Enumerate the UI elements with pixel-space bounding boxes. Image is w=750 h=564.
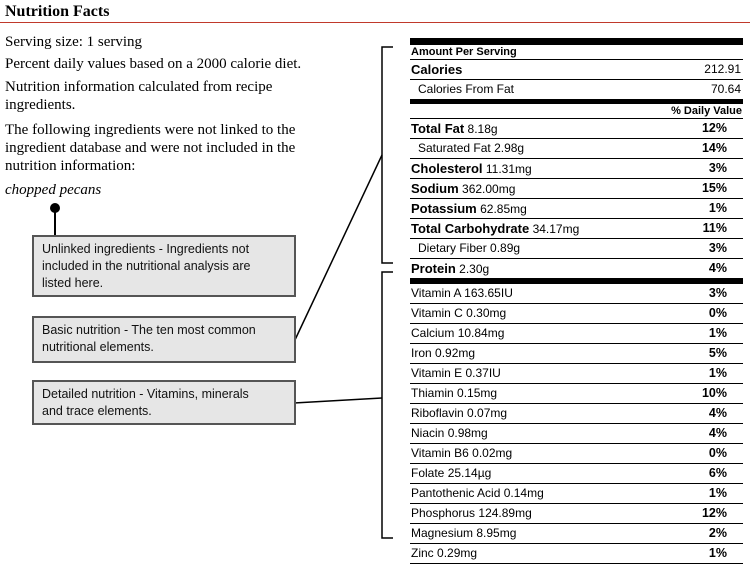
nutrient-label	[411, 199, 527, 219]
callout-basic-line2: nutritional elements.	[42, 340, 154, 354]
nutrient-daily-value: 1%	[708, 326, 727, 340]
nutrient-label	[411, 344, 475, 363]
nutrient-amount: 11.31mg	[485, 162, 532, 176]
nutrient-label	[411, 119, 498, 139]
nutrient-name: Saturated Fat	[418, 141, 491, 155]
nutrient-amount: 0.30mg	[466, 306, 507, 320]
nutrient-label	[411, 524, 516, 543]
callout-detailed-line2: and trace elements.	[42, 404, 152, 418]
nutrient-name: Vitamin B6	[411, 446, 469, 460]
nutrient-name: Cholesterol	[411, 161, 483, 176]
nutrient-label	[411, 404, 507, 423]
nutrient-amount: 0.29mg	[437, 546, 478, 560]
nutrient-amount: 2.98g	[494, 141, 525, 155]
nutrient-name: Niacin	[411, 426, 445, 440]
nutrient-row	[410, 424, 743, 444]
nutrient-amount: 362.00mg	[462, 182, 516, 196]
callout-unlinked	[32, 235, 296, 297]
pointer-line-detailed	[294, 398, 382, 403]
nutrient-name: Protein	[411, 261, 456, 276]
page-title: Nutrition Facts	[5, 3, 110, 20]
nutrient-daily-value: 1%	[708, 201, 727, 215]
nutrient-amount: 0.02mg	[472, 446, 513, 460]
nutrient-row	[410, 384, 743, 404]
nutrient-label	[411, 544, 477, 563]
nutrient-label	[411, 444, 512, 463]
callout-unlinked-line3: listed here.	[42, 276, 104, 290]
nutrient-label	[411, 364, 501, 383]
amount-per-serving: Amount Per Serving	[410, 45, 743, 60]
nutrient-label	[411, 464, 491, 483]
nutrient-row	[410, 444, 743, 464]
nutrient-name: Zinc	[411, 546, 434, 560]
nutrient-daily-value: 15%	[701, 181, 727, 195]
nutrient-amount: 8.95mg	[476, 526, 517, 540]
nutrient-amount: 25.14µg	[447, 466, 492, 480]
bracket-detailed	[382, 272, 393, 538]
nutrient-label	[418, 239, 520, 258]
calories-value: 212.91	[704, 62, 741, 76]
calc-text-line2: ingredients.	[5, 97, 76, 113]
nutrient-amount: 62.85mg	[480, 202, 527, 216]
nutrient-row	[410, 544, 743, 564]
percent-daily-text: Percent daily values based on a 2000 calorie diet.	[5, 56, 302, 72]
nutrient-amount: 0.98mg	[447, 426, 488, 440]
nutrient-daily-value: 6%	[708, 466, 727, 480]
nutrient-row	[410, 139, 743, 159]
nutrient-daily-value: 1%	[708, 366, 727, 380]
nutrient-row	[410, 239, 743, 259]
nutrient-daily-value: 0%	[708, 446, 727, 460]
nutrient-daily-value: 12%	[701, 506, 727, 520]
nutrient-daily-value: 14%	[701, 141, 727, 155]
nutrient-amount: 34.17mg	[532, 222, 580, 236]
nutrient-amount: 10.84mg	[457, 326, 505, 340]
nutrient-label	[411, 324, 504, 343]
nutrient-daily-value: 4%	[708, 406, 727, 420]
callout-detailed	[32, 380, 296, 425]
nutrient-amount: 0.07mg	[467, 406, 508, 420]
nutrient-label	[411, 219, 579, 239]
detailed-nutrition-rows	[410, 284, 743, 564]
nutrient-row	[410, 179, 743, 199]
nutrition-label	[410, 38, 743, 564]
nutrient-row	[410, 484, 743, 504]
nutrient-name: Vitamin C	[411, 306, 463, 320]
nutrient-amount: 0.92mg	[435, 346, 476, 360]
nutrient-name: Vitamin E	[411, 366, 463, 380]
nutrient-row	[410, 119, 743, 139]
nutrient-row	[410, 304, 743, 324]
nutrient-amount: 0.89g	[490, 241, 521, 255]
nutrient-label	[418, 139, 524, 158]
nutrient-name: Sodium	[411, 181, 459, 196]
unlinked-text-line2: ingredient database and were not included in the	[5, 140, 296, 156]
nutrient-daily-value: 10%	[701, 386, 727, 400]
pointer-line-basic	[294, 155, 382, 342]
nutrient-label	[411, 384, 497, 403]
nutrient-amount: 2.30g	[459, 262, 490, 276]
nutrient-amount: 124.89mg	[478, 506, 532, 520]
nutrient-label	[411, 504, 532, 523]
nutrient-amount: 0.15mg	[457, 386, 498, 400]
nutrient-label	[411, 484, 544, 503]
unlinked-text-line1: The following ingredients were not linked to the	[5, 122, 296, 138]
nutrient-row	[410, 504, 743, 524]
nutrient-row	[410, 464, 743, 484]
nutrient-amount: 163.65IU	[464, 286, 513, 300]
nutrient-name: Total Fat	[411, 121, 465, 136]
unlinked-ingredient: chopped pecans	[5, 182, 102, 198]
nutrient-row	[410, 199, 743, 219]
nutrient-daily-value: 4%	[708, 426, 727, 440]
calories-fat-value: 70.64	[710, 82, 741, 96]
calories-label: Calories	[411, 62, 463, 77]
nutrient-daily-value: 0%	[708, 306, 727, 320]
nutrient-label	[411, 304, 506, 323]
nutrient-daily-value: 1%	[708, 486, 727, 500]
nutrient-daily-value: 3%	[708, 286, 727, 300]
nutrient-daily-value: 1%	[708, 546, 727, 560]
calories-row	[410, 60, 743, 80]
nutrient-row	[410, 219, 743, 239]
callout-basic-line1: Basic nutrition - The ten most common	[42, 323, 256, 337]
nutrient-row	[410, 524, 743, 544]
nutrient-daily-value: 4%	[708, 261, 727, 275]
nutrient-label	[411, 159, 532, 179]
callout-unlinked-line2: included in the nutritional analysis are	[42, 259, 251, 273]
nutrient-daily-value: 11%	[702, 221, 727, 235]
nutrient-row	[410, 404, 743, 424]
nutrient-row	[410, 159, 743, 179]
nutrient-daily-value: 3%	[708, 241, 727, 255]
nutrient-row	[410, 259, 743, 278]
serving-size-text: Serving size: 1 serving	[5, 34, 143, 50]
nutrient-row	[410, 344, 743, 364]
callout-detailed-line1: Detailed nutrition - Vitamins, minerals	[42, 387, 249, 401]
nutrient-name: Vitamin A	[411, 286, 461, 300]
callout-unlinked-line1: Unlinked ingredients - Ingredients not	[42, 242, 250, 256]
nutrient-label	[411, 284, 513, 303]
daily-value-header: % Daily Value	[410, 104, 743, 119]
callout-basic	[32, 316, 296, 363]
nutrient-label	[411, 179, 515, 199]
nutrient-name: Calcium	[411, 326, 455, 340]
nutrient-amount: 0.37IU	[465, 366, 501, 380]
nutrient-row	[410, 364, 743, 384]
nutrient-amount: 8.18g	[467, 122, 498, 136]
unlinked-text-line3: nutrition information:	[5, 158, 136, 174]
nutrient-daily-value: 5%	[708, 346, 727, 360]
nutrient-row	[410, 284, 743, 304]
nutrient-row	[410, 324, 743, 344]
nutrient-name: Iron	[411, 346, 432, 360]
label-top-bar	[410, 38, 743, 45]
nutrient-name: Thiamin	[411, 386, 454, 400]
nutrient-name: Dietary Fiber	[418, 241, 487, 255]
nutrient-amount: 0.14mg	[503, 486, 544, 500]
nutrient-name: Total Carbohydrate	[411, 221, 530, 236]
nutrient-label	[411, 424, 488, 443]
bracket-basic	[382, 47, 393, 263]
nutrient-daily-value: 2%	[708, 526, 727, 540]
nutrient-name: Phosphorus	[411, 506, 476, 520]
basic-nutrition-rows	[410, 119, 743, 278]
nutrient-name: Folate	[411, 466, 445, 480]
nutrient-daily-value: 12%	[701, 121, 727, 135]
nutrient-name: Riboflavin	[411, 406, 464, 420]
nutrient-name: Magnesium	[411, 526, 474, 540]
calc-text-line1: Nutrition information calculated from recipe	[5, 79, 273, 95]
nutrient-name: Potassium	[411, 201, 477, 216]
nutrient-daily-value: 3%	[708, 161, 727, 175]
nutrient-label	[411, 259, 489, 279]
nutrient-name: Pantothenic Acid	[411, 486, 501, 500]
calories-fat-row	[410, 80, 743, 99]
calories-fat-label: Calories From Fat	[418, 82, 515, 96]
